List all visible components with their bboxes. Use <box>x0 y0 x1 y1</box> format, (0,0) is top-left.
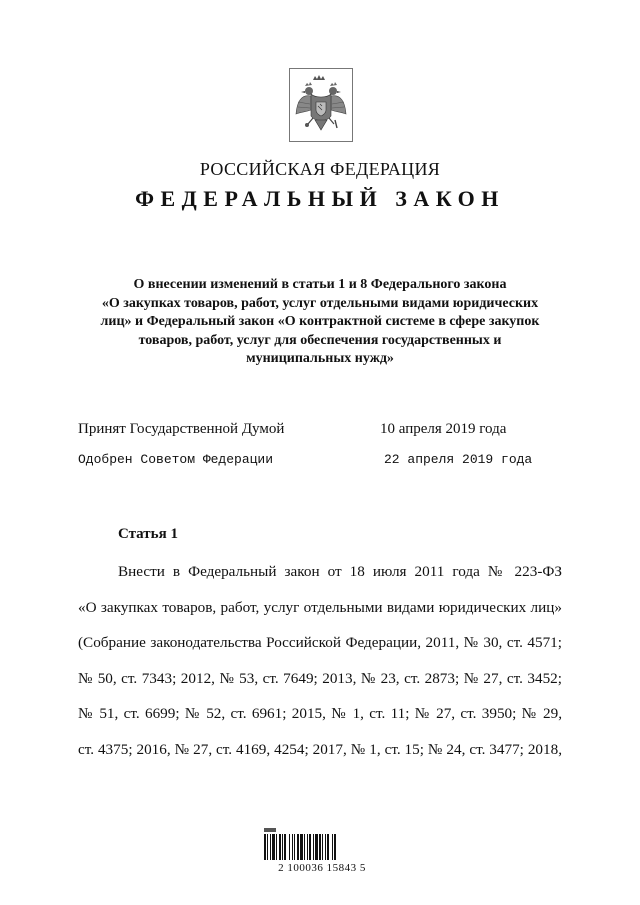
barcode-bars <box>262 826 382 862</box>
article-heading: Статья 1 <box>118 526 178 542</box>
barcode-bar <box>272 834 275 860</box>
approval-council-row <box>78 452 568 472</box>
adoption-duma-label: Принят Государственной Думой <box>78 421 285 437</box>
barcode-bar <box>304 834 305 860</box>
law-title-line: товаров, работ, услуг для обеспечения государственных и <box>138 332 502 348</box>
barcode-bar <box>319 834 321 860</box>
law-title-line: О внесении изменений в статьи 1 и 8 Федерального закона <box>133 277 507 292</box>
barcode-bar <box>270 834 271 860</box>
double-headed-eagle-icon <box>289 68 353 142</box>
state-emblem <box>289 68 353 142</box>
barcode-bar <box>267 834 268 860</box>
law-title-line: лиц» и Федеральный закон «О контрактной системе в сфере закупок <box>100 314 540 329</box>
barcode-bar <box>300 834 303 860</box>
barcode-bar <box>334 834 336 860</box>
article-body-line: «О закупках товаров, работ, услуг отдельными видами юридических лиц» <box>78 598 562 616</box>
barcode <box>262 826 382 886</box>
adoption-duma-row <box>78 421 568 441</box>
approval-council-date: 22 апреля 2019 года <box>384 452 533 467</box>
barcode-bar <box>289 834 290 860</box>
law-title-line: «О закупках товаров, работ, услуг отдельными видами юридических <box>101 295 539 311</box>
article-body <box>78 554 562 768</box>
barcode-number: 2 100036 15843 5 <box>278 862 366 874</box>
barcode-bar <box>322 834 323 860</box>
barcode-bar <box>294 834 295 860</box>
barcode-bar <box>276 834 277 860</box>
barcode-bar <box>332 834 333 860</box>
barcode-bar <box>313 834 314 860</box>
article-body-line: (Собрание законодательства Российской Федерации, 2011, № 30, ст. 4571; <box>78 634 562 652</box>
barcode-bar <box>309 834 311 860</box>
article-body-line: № 51, ст. 6699; № 52, ст. 6961; 2015, № 1, ст. 11; № 27, ст. 3950; № 29, <box>78 705 562 723</box>
barcode-mark <box>264 828 276 832</box>
barcode-bar <box>325 834 326 860</box>
adoption-duma-date: 10 апреля 2019 года <box>380 421 507 437</box>
barcode-bar <box>307 834 308 860</box>
barcode-bar <box>282 834 283 860</box>
approval-council-label: Одобрен Советом Федерации <box>78 452 274 467</box>
barcode-bar <box>315 834 318 860</box>
barcode-bar <box>292 834 293 860</box>
barcode-bar <box>327 834 329 860</box>
law-title <box>80 276 560 369</box>
barcode-bar <box>297 834 299 860</box>
document-type-title: ФЕДЕРАЛЬНЫЙ ЗАКОН <box>135 186 505 211</box>
barcode-bar <box>284 834 286 860</box>
article-body-line: ст. 4375; 2016, № 27, ст. 4169, 4254; 2017, № 1, ст. 15; № 24, ст. 3477; 2018, <box>78 740 562 758</box>
article-body-line: № 50, ст. 7343; 2012, № 53, ст. 7649; 2013, № 23, ст. 2873; № 27, ст. 3452; <box>78 669 562 687</box>
barcode-bar <box>264 834 266 860</box>
article-body-line: Внести в Федеральный закон от 18 июля 2011 года № 223-ФЗ <box>118 563 562 580</box>
country-name: РОССИЙСКАЯ ФЕДЕРАЦИЯ <box>199 159 441 179</box>
law-title-line: муниципальных нужд» <box>246 351 394 366</box>
barcode-bar <box>279 834 281 860</box>
